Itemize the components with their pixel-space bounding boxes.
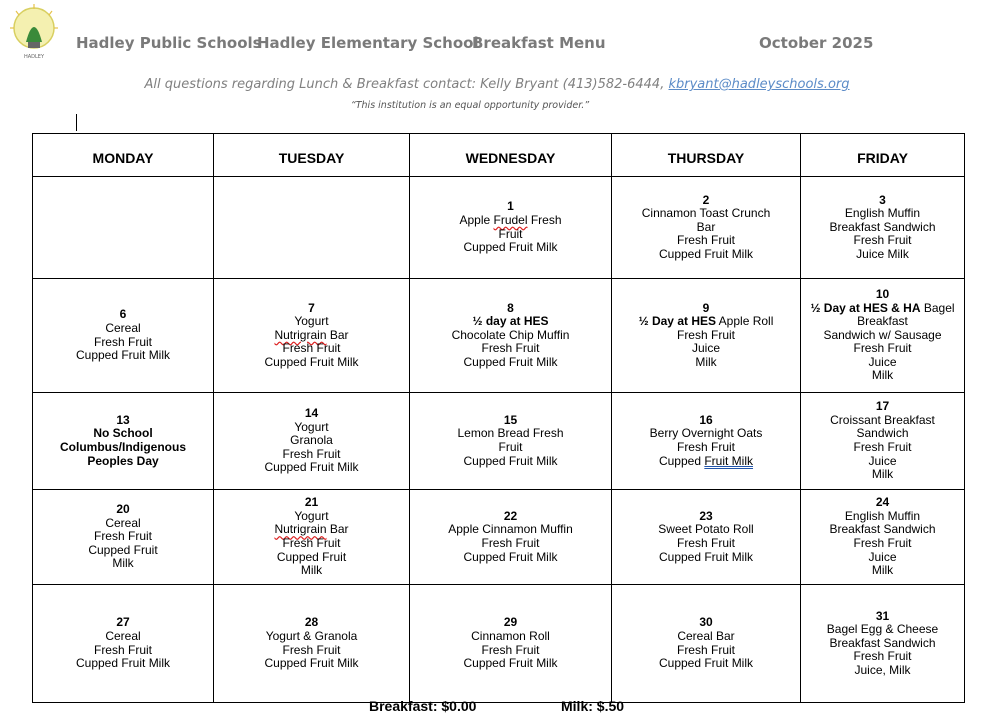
menu-item: Fresh Fruit — [93, 642, 152, 657]
menu-item: Bagel — [923, 300, 955, 315]
menu-item: Juice, Milk — [854, 662, 911, 677]
menu-item: Juice Milk — [856, 246, 909, 261]
menu-item: Berry Overnight Oats — [649, 426, 763, 441]
day-number: 1 — [507, 199, 514, 214]
menu-item: Sandwich — [856, 426, 909, 441]
menu-week-row — [33, 585, 965, 703]
menu-item: Cupped Fruit Milk — [463, 354, 558, 369]
menu-item: Bar — [696, 219, 716, 234]
menu-item: Apple Frudel Fresh — [459, 212, 562, 227]
menu-week-row — [33, 393, 965, 490]
menu-item: Fresh Fruit — [481, 536, 540, 550]
day-number: 17 — [875, 399, 890, 414]
district-name: Hadley Public Schools — [76, 34, 262, 52]
day-number: 15 — [503, 412, 518, 427]
menu-item: Cinnamon Roll — [471, 628, 550, 643]
menu-item: Cupped Fruit Milk — [463, 549, 558, 564]
menu-day-cell — [33, 393, 214, 490]
menu-item: Cupped Fruit Milk — [463, 240, 558, 255]
day-number: 21 — [304, 495, 319, 510]
menu-day-cell — [214, 585, 410, 703]
menu-item: Cupped Fruit Milk — [75, 656, 171, 671]
menu-item: Cereal — [105, 628, 141, 643]
menu-item: Fresh Fruit — [853, 440, 912, 454]
menu-item: Milk — [112, 556, 134, 571]
holiday-note: Columbus/Indigenous — [60, 440, 186, 454]
menu-note-line — [615, 315, 797, 329]
menu-note-line — [804, 302, 961, 316]
menu-item: Fruit — [498, 440, 523, 454]
menu-item: Cereal — [105, 320, 141, 335]
day-number: 16 — [699, 412, 713, 427]
half-day-note: ½ Day at HES & HA — [810, 300, 921, 315]
breakfast-price: Breakfast: $0.00 — [369, 698, 477, 714]
day-number: 9 — [702, 300, 710, 315]
menu-item: Sweet Potato Roll — [658, 522, 754, 537]
menu-item: Sandwich w/ Sausage — [823, 327, 942, 342]
menu-item: Fresh Fruit — [282, 536, 341, 550]
menu-item: Fresh Fruit — [676, 440, 735, 454]
menu-day-cell — [410, 393, 612, 490]
menu-item: Yogurt — [294, 314, 329, 329]
holiday-note: Peoples Day — [87, 453, 159, 468]
menu-item: Fresh Fruit — [481, 341, 540, 356]
menu-day-cell — [214, 279, 410, 393]
day-number: 31 — [875, 608, 890, 623]
menu-day-cell — [33, 177, 214, 279]
day-number: 2 — [702, 192, 710, 207]
menu-item: Fresh Fruit — [676, 233, 735, 248]
menu-item: Fresh Fruit — [676, 642, 735, 657]
day-number: 7 — [308, 300, 315, 315]
menu-item: Milk — [695, 354, 717, 369]
menu-item: Apple Roll — [718, 314, 774, 329]
weekday-thursday: THURSDAY — [612, 134, 801, 177]
menu-day-cell — [410, 279, 612, 393]
menu-title: Breakfast Menu — [472, 34, 606, 52]
day-number: 6 — [119, 307, 127, 322]
menu-item: Cereal — [105, 515, 141, 530]
menu-item: Juice — [691, 341, 720, 356]
menu-item: Cupped Fruit — [276, 549, 347, 564]
menu-item: Breakfast — [857, 314, 908, 329]
menu-item: Bagel Egg & Cheese — [826, 622, 939, 637]
menu-item: Breakfast Sandwich — [829, 219, 936, 234]
menu-item: Fresh Fruit — [853, 649, 912, 664]
menu-day-cell — [801, 490, 965, 585]
menu-item: Cupped Fruit — [88, 542, 158, 557]
text-cursor — [76, 114, 77, 131]
menu-day-cell — [612, 490, 801, 585]
menu-item: Fresh Fruit — [853, 233, 912, 248]
menu-item: Milk — [871, 563, 894, 578]
menu-item: Cupped Fruit Milk — [264, 656, 359, 671]
contact-text: All questions regarding Lunch & Breakfast contact: Kelly Bryant (413)582-6444, — [144, 77, 665, 92]
menu-day-cell — [410, 490, 612, 585]
menu-item: Cupped Fruit Milk — [264, 460, 359, 475]
menu-item: Cinnamon Toast Crunch — [641, 206, 771, 221]
menu-item: Fresh Fruit — [853, 536, 912, 550]
school-logo-icon — [8, 4, 60, 62]
menu-day-cell — [612, 279, 801, 393]
menu-day-cell — [612, 585, 801, 703]
menu-item: Fresh Fruit — [481, 642, 540, 657]
menu-item: Cupped Fruit Milk — [658, 549, 754, 564]
equal-opportunity-notice: “This institution is an equal opportunity provider.” — [350, 100, 590, 111]
menu-item: Nutrigrain Bar — [274, 522, 349, 537]
day-number: 23 — [699, 508, 713, 523]
menu-week-row — [33, 177, 965, 279]
menu-item: Cereal Bar — [677, 628, 735, 643]
menu-item: Cupped Fruit Milk — [658, 453, 754, 468]
menu-item: Breakfast Sandwich — [829, 635, 936, 650]
menu-item: Apple Cinnamon Muffin — [448, 522, 573, 537]
menu-note-line — [413, 315, 608, 329]
menu-item: Fresh Fruit — [282, 446, 341, 461]
menu-day-cell — [214, 393, 410, 490]
menu-week-row — [33, 490, 965, 585]
menu-item: Juice — [868, 453, 897, 468]
day-number: 29 — [503, 615, 518, 630]
menu-item: Milk — [871, 467, 894, 482]
menu-day-cell — [410, 585, 612, 703]
holiday-note: No School — [93, 426, 153, 441]
menu-item: Yogurt & Granola — [265, 628, 358, 643]
menu-calendar — [32, 133, 965, 703]
menu-day-cell — [33, 490, 214, 585]
menu-day-cell — [214, 490, 410, 585]
svg-text:HADLEY: HADLEY — [23, 54, 45, 60]
menu-item: Lemon Bread Fresh — [457, 426, 564, 441]
menu-item: Breakfast Sandwich — [829, 522, 936, 537]
menu-item: Cupped Fruit Milk — [658, 656, 754, 671]
half-day-note: ½ day at HES — [472, 314, 549, 329]
menu-item: Yogurt — [294, 419, 329, 434]
menu-item: English Muffin — [844, 206, 921, 221]
half-day-note: ½ Day at HES — [638, 314, 716, 329]
milk-price: Milk: $.50 — [561, 698, 625, 714]
menu-item: Yogurt — [294, 508, 329, 523]
weekday-wednesday: WEDNESDAY — [410, 134, 612, 177]
menu-item: Milk — [871, 368, 894, 383]
menu-item: Cupped Fruit Milk — [75, 348, 171, 363]
menu-item: Cupped Fruit Milk — [463, 656, 558, 671]
menu-day-cell — [33, 279, 214, 393]
menu-item: Cupped Fruit Milk — [264, 354, 359, 369]
day-number: 30 — [699, 615, 713, 630]
day-number: 28 — [304, 615, 319, 630]
menu-day-cell — [612, 393, 801, 490]
contact-line — [0, 77, 994, 92]
menu-item: Croissant Breakfast — [830, 412, 935, 427]
day-number: 27 — [116, 615, 130, 630]
menu-day-cell — [801, 279, 965, 393]
menu-item: Fresh Fruit — [93, 529, 152, 544]
menu-item: Fresh Fruit — [853, 341, 912, 356]
price-footer — [0, 698, 994, 716]
weekday-friday: FRIDAY — [801, 134, 965, 177]
menu-day-cell — [214, 177, 410, 279]
menu-item: Cupped Fruit Milk — [463, 453, 558, 468]
menu-item: Granola — [290, 433, 333, 448]
menu-item: Fruit — [498, 226, 523, 241]
contact-email-link[interactable]: kbryant@hadleyschools.org — [668, 77, 850, 92]
weekday-header-row — [33, 134, 965, 177]
day-number: 14 — [304, 406, 319, 421]
menu-day-cell — [612, 177, 801, 279]
menu-item: Fresh Fruit — [676, 536, 735, 550]
weekday-tuesday: TUESDAY — [214, 134, 410, 177]
menu-day-cell — [801, 585, 965, 703]
menu-item: Cupped Fruit Milk — [658, 246, 754, 261]
day-number: 20 — [116, 502, 130, 517]
day-number: 10 — [875, 286, 890, 301]
day-number: 24 — [875, 495, 890, 510]
menu-item: Juice — [868, 549, 897, 564]
menu-item: Chocolate Chip Muffin — [451, 327, 570, 342]
menu-week-row — [33, 279, 965, 393]
menu-day-cell — [801, 177, 965, 279]
school-name: Hadley Elementary School — [257, 34, 479, 52]
menu-item: Fresh Fruit — [93, 334, 152, 349]
day-number: 3 — [879, 192, 886, 207]
menu-item: Milk — [300, 563, 323, 578]
menu-item: Fresh Fruit — [282, 642, 341, 657]
menu-day-cell — [801, 393, 965, 490]
day-number: 8 — [507, 300, 514, 315]
menu-day-cell — [410, 177, 612, 279]
menu-item: Juice — [868, 354, 897, 369]
weekday-monday: MONDAY — [33, 134, 214, 177]
menu-item: Nutrigrain Bar — [274, 327, 349, 342]
menu-item: Fresh Fruit — [282, 341, 341, 356]
day-number: 22 — [503, 508, 518, 523]
menu-month: October 2025 — [759, 34, 874, 52]
menu-day-cell — [33, 585, 214, 703]
menu-item: Fresh Fruit — [676, 327, 735, 342]
day-number: 13 — [116, 412, 130, 427]
menu-item: English Muffin — [844, 508, 921, 523]
